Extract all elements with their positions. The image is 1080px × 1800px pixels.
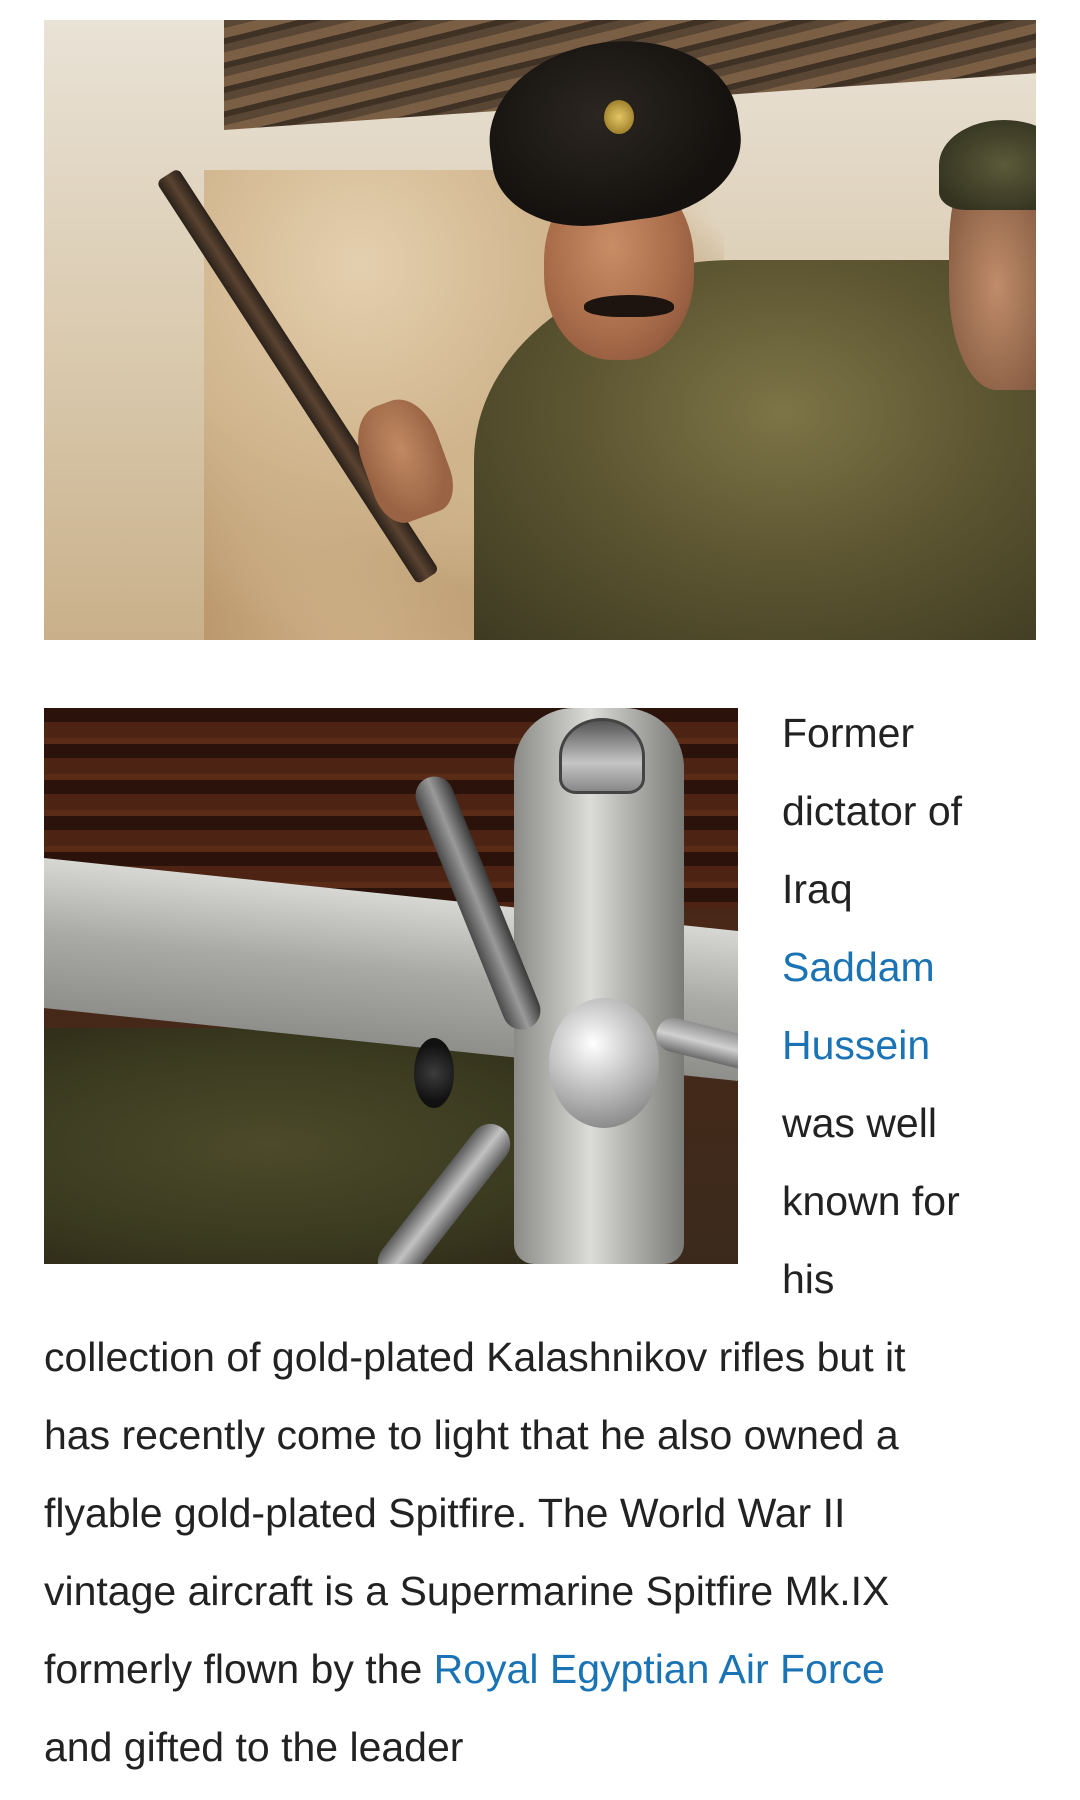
text-line: dictator of xyxy=(782,788,963,834)
article xyxy=(44,20,1036,1786)
landing-wheel-shape xyxy=(414,1038,454,1108)
military-portrait-photo[interactable] xyxy=(44,20,1036,640)
cockpit-shape xyxy=(559,718,645,794)
text-fragment: formerly flown by the xyxy=(44,1646,434,1692)
mustache-shape xyxy=(584,295,674,317)
text-fade-overlay xyxy=(508,1712,908,1782)
text-line: was well xyxy=(782,1100,937,1146)
beret-badge-shape xyxy=(604,100,634,134)
text-line: Former xyxy=(782,710,915,756)
royal-egyptian-air-force-link[interactable]: Royal Egyptian Air Force xyxy=(433,1646,885,1692)
text-wrap-block xyxy=(44,708,1036,1786)
link-text: Saddam xyxy=(782,944,935,990)
saddam-hussein-link[interactable] xyxy=(782,928,1032,1084)
text-line: Iraq xyxy=(782,866,853,912)
text-line: collection of gold-plated Kalashnikov rifles but it xyxy=(44,1334,906,1380)
text-line: flyable gold-plated Spitfire. The World War II xyxy=(44,1490,846,1536)
helmet-shape xyxy=(939,120,1036,210)
link-text: Hussein xyxy=(782,1022,931,1068)
propeller-spinner-shape xyxy=(549,998,659,1128)
text-line: his xyxy=(782,1256,835,1302)
silver-spitfire-model-photo[interactable] xyxy=(44,708,738,1264)
side-text-column xyxy=(782,694,1032,1318)
text-line xyxy=(44,1630,1036,1708)
text-line: and gifted to the leader xyxy=(44,1724,464,1770)
text-line: vintage aircraft is a Supermarine Spitfire Mk.IX xyxy=(44,1568,890,1614)
text-line: known for xyxy=(782,1178,960,1224)
text-line: has recently come to light that he also owned a xyxy=(44,1412,899,1458)
